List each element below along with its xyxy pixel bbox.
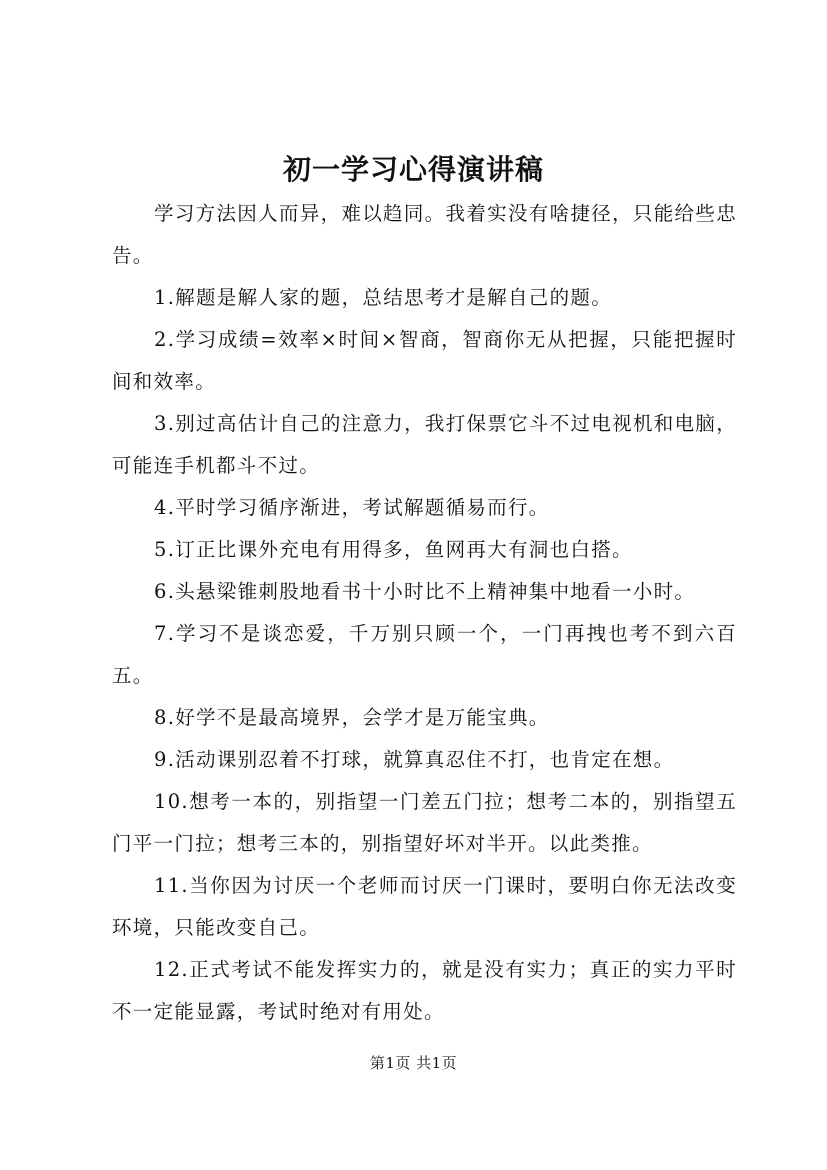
paragraph-7: 7.学习不是谈恋爱，千万别只顾一个，一门再拽也考不到六百五。 — [112, 622, 737, 687]
paragraph-6: 6.头悬梁锥刺股地看书十小时比不上精神集中地看一小时。 — [154, 580, 696, 603]
document-title: 初一学习心得演讲稿 — [282, 153, 544, 186]
paragraph-5: 5.订正比课外充电有用得多，鱼网再大有洞也白搭。 — [154, 538, 633, 561]
paragraph-8: 8.好学不是最高境界，会学才是万能宝典。 — [154, 706, 550, 729]
paragraph-intro: 学习方法因人而异，难以趋同。我着实没有啥捷径，只能给些忠告。 — [112, 202, 737, 267]
paragraph-11: 11.当你因为讨厌一个老师而讨厌一门课时，要明白你无法改变环境，只能改变自己。 — [112, 874, 737, 939]
document-body — [112, 193, 737, 1033]
paragraph-9: 9.活动课别忍着不打球，就算真忍住不打，也肯定在想。 — [154, 748, 675, 771]
page-footer: 第1页 共1页 — [369, 1054, 458, 1072]
paragraph-12: 12.正式考试不能发挥实力的，就是没有实力；真正的实力平时不一定能显露，考试时绝对有用处。 — [112, 958, 737, 1023]
paragraph-3: 3.别过高估计自己的注意力，我打保票它斗不过电视机和电脑，可能连手机都斗不过。 — [112, 412, 737, 477]
paragraph-10: 10.想考一本的，别指望一门差五门拉；想考二本的，别指望五门平一门拉；想考三本的，别指望好坏对半开。以此类推。 — [112, 790, 737, 855]
paragraph-2: 2.学习成绩=效率×时间×智商，智商你无从把握，只能把握时间和效率。 — [112, 328, 737, 393]
paragraph-1: 1.解题是解人家的题，总结思考才是解自己的题。 — [154, 286, 613, 309]
paragraph-4: 4.平时学习循序渐进，考试解题循易而行。 — [154, 496, 550, 519]
